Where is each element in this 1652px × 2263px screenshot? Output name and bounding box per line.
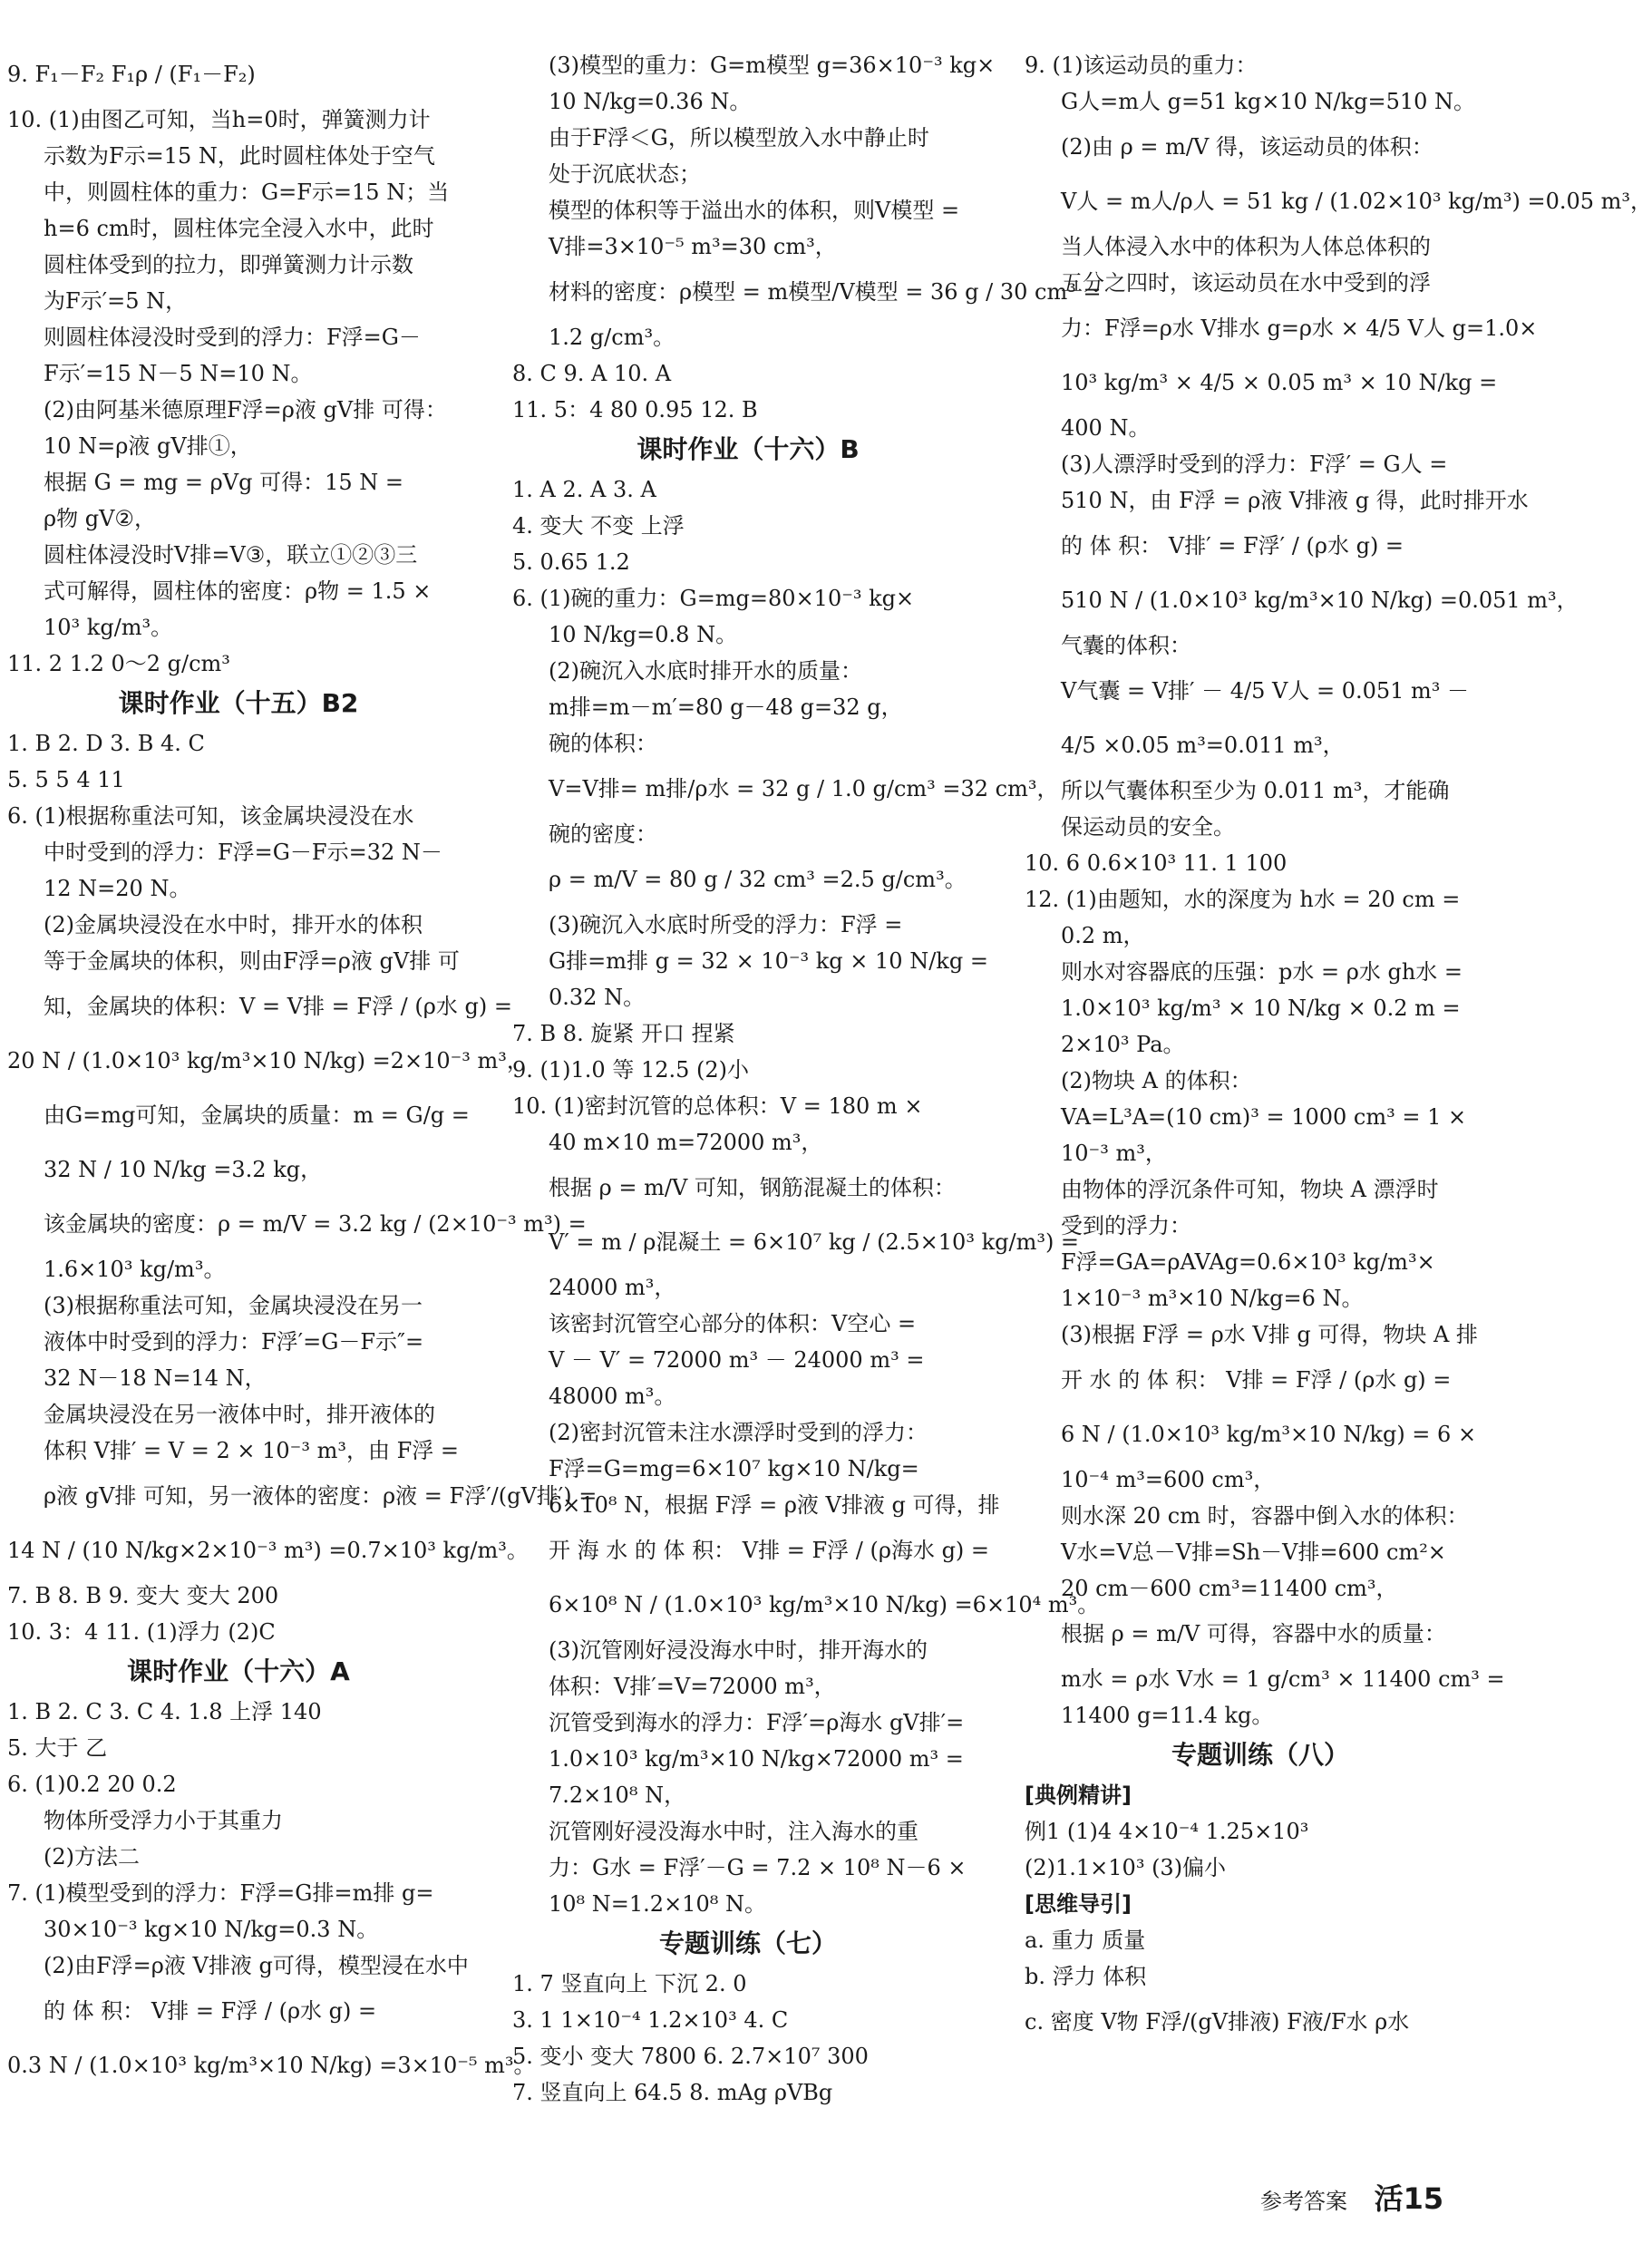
answer-line: (2)密封沉管未注水漂浮时受到的浮力： [549,1420,928,1445]
answer-line: V′ = m / ρ混凝土 = 6×10⁷ kg / (2.5×10³ kg/m³) = [549,1229,1080,1255]
column-right [1025,47,1652,2049]
answer-line: (3)根据称重法可知，金属块浸没在另一 [44,1293,423,1318]
answer-line: 510 N，由 F浮 = ρ液 V排液 g 得，此时排开水 [1061,488,1529,513]
answer-line: ρ = m/V = 80 g / 32 cm³ =2.5 g/cm³。 [549,867,967,892]
footer-label: 参考答案 [1260,2189,1347,2214]
answer-line: (2)由 ρ = m/V 得，该运动员的体积： [1061,134,1433,160]
answer-line: 5. 变小 变大 7800 6. 2.7×10⁷ 300 [512,2044,869,2069]
answer-line: 5. 大于 乙 [7,1735,108,1761]
answer-line: 10³ kg/m³ × 4/5 × 0.05 m³ × 10 N/kg = [1061,370,1498,395]
answer-line: 该金属块的密度：ρ = m/V = 3.2 kg / (2×10⁻³ m³) = [44,1211,587,1237]
answer-line: (2)碗沉入水底时排开水的质量： [549,658,862,684]
answer-line: 1. B 2. D 3. B 4. C [7,731,205,756]
answer-line: 10 N/kg=0.36 N。 [549,89,752,114]
answer-line: 20 N / (1.0×10³ kg/m³×10 N/kg) =2×10⁻³ m³， [7,1048,529,1073]
answer-line: 10⁸ N=1.2×10⁸ N。 [549,1891,766,1917]
answer-line: 10. 6 0.6×10³ 11. 1 100 [1025,850,1288,876]
answer-line: (3)碗沉入水底时所受的浮力：F浮 = [549,912,903,937]
answer-line: 11. 5：4 80 0.95 12. B [512,397,758,422]
answer-line: 20 cm－600 cm³=11400 cm³， [1061,1576,1398,1601]
answer-line: 10 N=ρ液 gV排①， [44,433,252,459]
answer-line: 材料的密度：ρ模型 = m模型/V模型 = 36 g / 30 cm³ = [549,279,1102,305]
answer-line: 知，金属块的体积：V = V排 = F浮 / (ρ水 g) = [44,994,512,1019]
answer-line: 圆柱体浸没时V排=V③，联立①②③三 [44,542,418,568]
answer-line: 体积：V排′=V=72000 m³， [549,1674,836,1699]
answer-line: (2)方法二 [44,1844,140,1870]
answer-line: 开 水 的 体 积： V排 = F浮 / (ρ水 g) = [1061,1367,1452,1393]
answer-line: G排=m排 g = 32 × 10⁻³ kg × 10 N/kg = [549,948,988,974]
answer-line: V － V′ = 72000 m³ － 24000 m³ = [549,1347,925,1373]
answer-line: 气囊的体积： [1061,633,1191,658]
answer-line: h=6 cm时，圆柱体完全浸入水中，此时 [44,216,434,241]
answer-line: 沉管受到海水的浮力：F浮′=ρ海水 gV排′= [549,1710,965,1735]
answer-line: 7.2×10⁸ N， [549,1782,686,1808]
answer-line: 开 海 水 的 体 积： V排 = F浮 / (ρ海水 g) = [549,1538,990,1563]
answer-line: 6. (1)0.2 20 0.2 [7,1772,177,1797]
answer-line: 则圆柱体浸没时受到的浮力：F浮=G－ [44,325,421,350]
answer-line: 32 N－18 N=14 N， [44,1365,267,1391]
answer-line: 48000 m³。 [549,1384,676,1409]
answer-line: 1. B 2. C 3. C 4. 1.8 上浮 140 [7,1699,322,1724]
answer-line: F浮=G=mg=6×10⁷ kg×10 N/kg= [549,1456,919,1481]
answer-line: (3)根据 F浮 = ρ水 V排 g 可得，物块 A 排 [1061,1322,1478,1347]
answer-line: 1.0×10³ kg/m³×10 N/kg×72000 m³ = [549,1746,964,1772]
answer-line: 32 N / 10 N/kg =3.2 kg， [44,1157,323,1182]
answer-line: F浮=GA=ρAVAg=0.6×10³ kg/m³× [1061,1249,1435,1275]
answer-line: 12 N=20 N。 [44,876,191,901]
answer-line: 12. (1)由题知，水的深度为 h水 = 20 cm = [1025,887,1461,912]
answer-line: 处于沉底状态； [549,161,701,187]
answer-line: 5. 0.65 1.2 [512,549,630,575]
answer-line: 式可解得，圆柱体的密度：ρ物 = 1.5 × [44,578,432,604]
answer-line: V气囊 = V排′ － 4/5 V人 = 0.051 m³ － [1061,678,1470,704]
answer-line: 30×10⁻³ kg×10 N/kg=0.3 N。 [44,1917,379,1942]
answer-line: 的 体 积： V排′ = F浮′ / (ρ水 g) = [1061,533,1404,558]
answer-line: 11400 g=11.4 kg。 [1061,1703,1274,1728]
answer-line: 圆柱体受到的拉力，即弹簧测力计示数 [44,252,413,277]
answer-line: 体积 V排′ = V = 2 × 10⁻³ m³，由 F浮 = [44,1438,459,1463]
answer-line: 的 体 积： V排 = F浮 / (ρ水 g) = [44,1998,377,2024]
answer-line: 4. 变大 不变 上浮 [512,513,685,539]
answer-line: ρ物 gV②， [44,506,156,531]
answer-line: 根据 ρ = m/V 可知，钢筋混凝土的体积： [549,1175,956,1200]
answer-line: a. 重力 质量 [1025,1928,1146,1953]
answer-line: 10 N/kg=0.8 N。 [549,622,738,647]
answer-line: 11. 2 1.2 0～2 g/cm³ [7,651,230,676]
section-heading: 课时作业（十六）A [127,1656,350,1686]
answer-line: 10³ kg/m³。 [44,615,173,640]
answer-line: 力：G水 = F浮′－G = 7.2 × 10⁸ N－6 × [549,1855,967,1880]
answer-line: (3)模型的重力：G=m模型 g=36×10⁻³ kg× [549,53,996,78]
answer-line: V水=V总－V排=Sh－V排=600 cm²× [1061,1539,1446,1565]
answer-line: 为F示′=5 N， [44,288,188,314]
page-number: 活15 [1374,2181,1444,2216]
answer-line: V人 = m人/ρ人 = 51 kg / (1.02×10³ kg/m³) =0.05 m³， [1061,189,1652,214]
answer-line: 6 N / (1.0×10³ kg/m³×10 N/kg) = 6 × [1061,1422,1477,1447]
answer-line: c. 密度 V物 F浮/(gV排液) F液/F水 ρ水 [1025,2009,1410,2035]
answer-line: m水 = ρ水 V水 = 1 g/cm³ × 11400 cm³ = [1061,1666,1505,1692]
answer-line: 14 N / (10 N/kg×2×10⁻³ m³) =0.7×10³ kg/m³。 [7,1538,529,1563]
answer-line: 受到的浮力： [1061,1213,1191,1238]
answer-line: 根据 G = mg = ρVg 可得：15 N = [44,470,403,495]
answer-line: 6. (1)碗的重力：G=mg=80×10⁻³ kg× [512,586,915,611]
answer-line: (2)由F浮=ρ液 V排液 g可得，模型浸在水中 [44,1953,469,1978]
answer-line: 1.0×10³ kg/m³ × 10 N/kg × 0.2 m = [1061,996,1461,1021]
answer-line: 则水对容器底的压强：p水 = ρ水 gh水 = [1061,959,1463,985]
answer-line: 7. 竖直向上 64.5 8. mAg ρVBg [512,2080,833,2105]
answer-line: 9. (1)1.0 等 12.5 (2)小 [512,1057,750,1083]
answer-line: 1. A 2. A 3. A [512,477,656,502]
answer-line: 4/5 ×0.05 m³=0.011 m³， [1061,733,1345,758]
answer-line: 碗的体积： [549,731,657,756]
answer-line: 1×10⁻³ m³×10 N/kg=6 N。 [1061,1286,1364,1311]
answer-line: 五分之四时，该运动员在水中受到的浮 [1061,270,1431,296]
subsection-label: [思维导引] [1025,1891,1132,1917]
answer-line: (2)1.1×10³ (3)偏小 [1025,1855,1227,1880]
answer-line: b. 浮力 体积 [1025,1964,1147,1989]
answer-line: 示数为F示=15 N，此时圆柱体处于空气 [44,143,435,169]
answer-line: 9. F₁－F₂ F₁ρ / (F₁－F₂) [7,62,256,87]
answer-line: 10⁻⁴ m³=600 cm³， [1061,1467,1276,1492]
answer-line: 模型的体积等于溢出水的体积，则V模型 = [549,198,960,223]
answer-line: 所以气囊体积至少为 0.011 m³，才能确 [1061,778,1450,803]
answer-line: 10. (1)密封沉管的总体积：V = 180 m × [512,1093,923,1119]
section-heading: 课时作业（十六）B [637,434,860,464]
section-heading: 专题训练（八） [1171,1740,1349,1770]
answer-line: 当人体浸入水中的体积为人体总体积的 [1061,234,1431,259]
answer-line: VA=L³A=(10 cm)³ = 1000 cm³ = 1 × [1061,1104,1467,1130]
answer-line: 40 m×10 m=72000 m³， [549,1130,823,1155]
answer-line: (2)物块 A 的体积： [1061,1068,1252,1093]
answer-line: (2)由阿基米德原理F浮=ρ液 gV排 可得： [44,397,447,422]
answer-line: 6×10⁸ N / (1.0×10³ kg/m³×10 N/kg) =6×10⁴ m³。 [549,1592,1100,1617]
answer-line: 10⁻³ m³， [1061,1141,1167,1166]
section-heading: 专题训练（七） [658,1928,837,1958]
answer-line: 则水深 20 cm 时，容器中倒入水的体积： [1061,1503,1469,1529]
answer-line: G人=m人 g=51 kg×10 N/kg=510 N。 [1061,89,1476,114]
answer-line: 由G=mg可知，金属块的质量：m = G/g = [44,1102,470,1128]
answer-line: 例1 (1)4 4×10⁻⁴ 1.25×10³ [1025,1819,1309,1844]
answer-line: 由物体的浮沉条件可知，物块 A 漂浮时 [1061,1177,1439,1202]
answer-line: F示′=15 N－5 N=10 N。 [44,361,313,386]
answer-line: ρ液 gV排 可知，另一液体的密度：ρ液 = F浮′/(gV排′) = [44,1483,598,1509]
page-footer [1260,2176,1560,2221]
answer-line: 力：F浮=ρ水 V排水 g=ρ水 × 4/5 V人 g=1.0× [1061,316,1538,341]
answer-line: 9. (1)该运动员的重力： [1025,53,1258,78]
answer-line: 6. (1)根据称重法可知，该金属块浸没在水 [7,803,414,829]
answer-line: 保运动员的安全。 [1061,814,1235,840]
answer-line: 3. 1 1×10⁻⁴ 1.2×10³ 4. C [512,2007,789,2033]
answer-line: 510 N / (1.0×10³ kg/m³×10 N/kg) =0.051 m³， [1061,588,1579,613]
answer-line: 金属块浸没在另一液体中时，排开液体的 [44,1402,435,1427]
answer-line: V=V排= m排/ρ水 = 32 g / 1.0 g/cm³ =32 cm³， [549,776,1059,801]
subsection-label: [典例精讲] [1025,1782,1132,1808]
answer-line: 中，则圆柱体的重力：G=F示=15 N；当 [44,180,450,205]
answer-line: 0.3 N / (1.0×10³ kg/m³×10 N/kg) =3×10⁻⁵ m³。 [7,2053,536,2078]
section-heading: 课时作业（十五）B2 [118,688,359,718]
answer-line: 沉管刚好浸没海水中时，注入海水的重 [549,1819,918,1844]
answer-line: 7. B 8. 旋紧 开口 捏紧 [512,1021,735,1046]
answer-line: 碗的密度： [549,821,657,847]
answer-line: 物体所受浮力小于其重力 [44,1808,283,1833]
answer-line: 液体中时受到的浮力：F浮′=G－F示″= [44,1329,424,1355]
answer-line: 24000 m³， [549,1275,676,1300]
answer-line: 7. B 8. B 9. 变大 变大 200 [7,1583,279,1608]
answer-line: m排=m－m′=80 g－48 g=32 g， [549,694,903,720]
answer-line: 等于金属块的体积，则由F浮=ρ液 gV排 可 [44,948,460,974]
answer-line: 10. 3：4 11. (1)浮力 (2)C [7,1619,276,1645]
answer-line: 1.6×10³ kg/m³。 [44,1257,226,1282]
answer-line: 5. 5 5 4 11 [7,767,125,792]
answer-line: (3)人漂浮时受到的浮力：F浮′ = G人 = [1061,452,1448,477]
answer-line: 0.32 N。 [549,985,646,1010]
answer-line: 该密封沉管空心部分的体积：V空心 = [549,1311,917,1336]
answer-line: (2)金属块浸没在水中时，排开水的体积 [44,912,423,937]
answer-line: 8. C 9. A 10. A [512,361,672,386]
answer-line: 7. (1)模型受到的浮力：F浮=G排=m排 g= [7,1880,434,1906]
answer-line: V排=3×10⁻⁵ m³=30 cm³， [549,234,837,259]
answer-line: 由于F浮＜G，所以模型放入水中静止时 [549,125,929,151]
answer-line: 根据 ρ = m/V 可得，容器中水的质量： [1061,1621,1446,1646]
answer-line: 6×10⁸ N，根据 F浮 = ρ液 V排液 g 可得，排 [549,1492,1000,1518]
answer-line: 1. 7 竖直向上 下沉 2. 0 [512,1971,747,1996]
answer-line: 0.2 m， [1061,923,1145,948]
answer-line: 10. (1)由图乙可知，当h=0时，弹簧测力计 [7,107,431,132]
answer-line: 2×10³ Pa。 [1061,1032,1185,1057]
answer-line: 400 N。 [1061,415,1151,441]
answer-line: 中时受到的浮力：F浮=G－F示=32 N－ [44,840,442,865]
answer-line: (3)沉管刚好浸没海水中时，排开海水的 [549,1637,928,1663]
answer-line: 1.2 g/cm³。 [549,325,675,350]
